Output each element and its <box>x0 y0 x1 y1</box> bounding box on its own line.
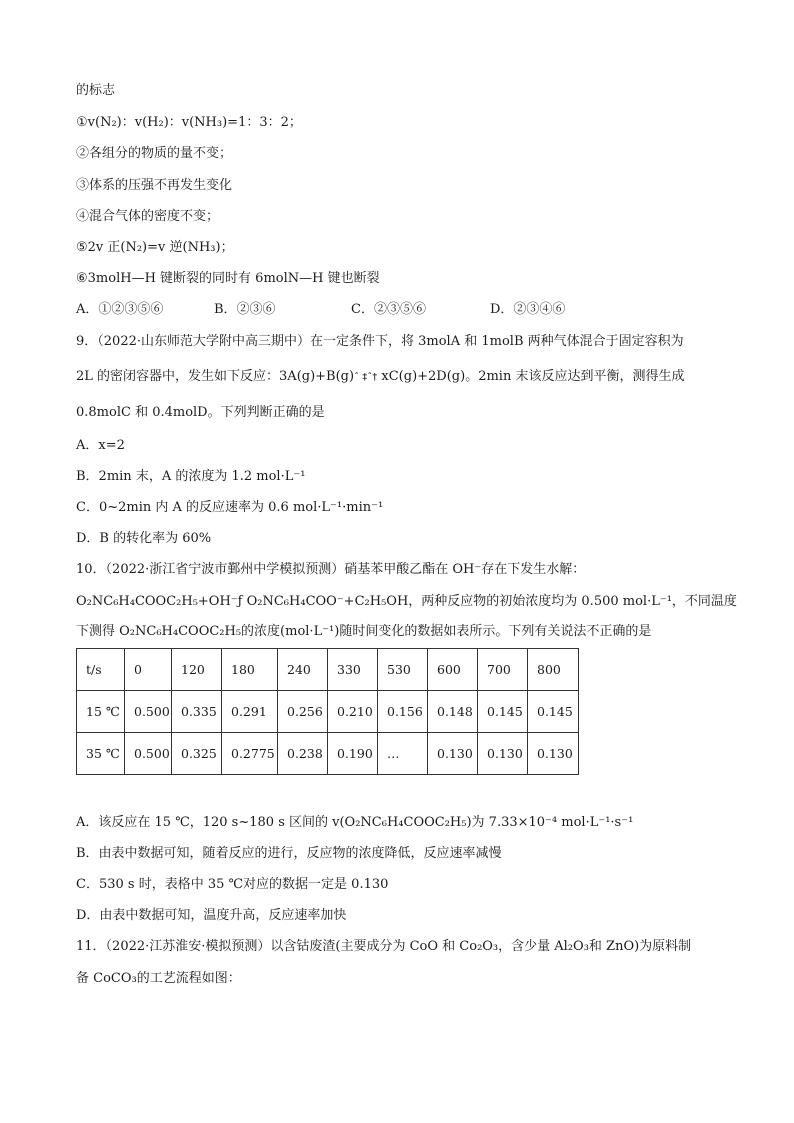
table-cell: 0.256 <box>278 691 328 733</box>
table-header-cell: 700 <box>478 649 528 691</box>
statement-1: ①v(N₂)：v(H₂)：v(NH₃)=1：3：2； <box>76 115 302 130</box>
table-cell: 0.291 <box>222 691 278 733</box>
statement-3: ③体系的压强不再发生变化 <box>76 178 233 193</box>
option-c: C．②③⑤⑥ <box>351 302 426 317</box>
table-cell: 0.145 <box>528 691 579 733</box>
table-cell: 15 ℃ <box>77 691 125 733</box>
option-a: A．①②③⑤⑥ <box>76 302 164 317</box>
question-9-stem: 9．（2022·山东师范大学附中高三期中）在一定条件下，将 3molA 和 1molB 两种气体混合于固定容积为 <box>76 334 684 349</box>
table-cell: 0.130 <box>428 733 478 775</box>
option-b: B．②③⑥ <box>214 302 276 317</box>
text-line: 的标志 <box>76 83 116 98</box>
table-cell: 0.500 <box>125 691 172 733</box>
table-cell: 0.210 <box>328 691 378 733</box>
concentration-table <box>76 648 579 775</box>
question-9-stem-3: 0.8molC 和 0.4molD。下列判断正确的是 <box>76 405 325 420</box>
table-cell: 0.335 <box>172 691 222 733</box>
table-cell: 0.2775 <box>222 733 278 775</box>
table-header-row <box>77 649 579 691</box>
question-10-option-c: C．530 s 时，表格中 35 ℃对应的数据一定是 0.130 <box>76 877 389 892</box>
table-cell: 35 ℃ <box>77 733 125 775</box>
table-header-cell: 800 <box>528 649 579 691</box>
table-header-cell: 330 <box>328 649 378 691</box>
statement-5: ⑤2v 正(N₂)=v 逆(NH₃)； <box>76 240 234 255</box>
question-10-option-d: D．由表中数据可知，温度升高，反应速率加快 <box>76 908 347 923</box>
table-header-cell: 180 <box>222 649 278 691</box>
question-10-stem: 10．（2022·浙江省宁波市鄞州中学模拟预测）硝基苯甲酸乙酯在 OH⁻存在下发生水解： <box>76 562 586 577</box>
table-header-cell: 530 <box>378 649 428 691</box>
equation-left: 2L 的密闭容器中，发生如下反应：3A(g)+B(g) <box>76 369 355 384</box>
statement-6: ⑥3molH—H 键断裂的同时有 6molN—H 键也断裂 <box>76 271 380 286</box>
table-header-cell: 600 <box>428 649 478 691</box>
question-9-stem-2 <box>76 368 684 387</box>
table-cell: … <box>378 733 428 775</box>
table-cell: 0.500 <box>125 733 172 775</box>
question-11-stem-2: 备 CoCO₃的工艺流程如图： <box>76 971 241 986</box>
table-header-cell: t/s <box>77 649 125 691</box>
table-cell: 0.130 <box>478 733 528 775</box>
question-9-option-c: C．0~2min 内 A 的反应速率为 0.6 mol·L⁻¹·min⁻¹ <box>76 500 384 515</box>
question-10-option-b: B．由表中数据可知，随着反应的进行，反应物的浓度降低，反应速率减慢 <box>76 846 502 861</box>
question-10-option-a: A．该反应在 15 ℃，120 s~180 s 区间的 v(O₂NC₆H₄COOC₂H₅)为 7.33×10⁻⁴ mol·L⁻¹·s⁻¹ <box>76 815 634 830</box>
statement-2: ②各组分的物质的量不变； <box>76 146 233 161</box>
table-cell: 0.238 <box>278 733 328 775</box>
question-10-stem-2: O₂NC₆H₄COOC₂H₅+OH⁻ƒ O₂NC₆H₄COO⁻+C₂H₅OH，两种反应物的初始浓度均为 0.500 mol·L⁻¹，不同温度 <box>76 594 737 609</box>
table-cell: 0.156 <box>378 691 428 733</box>
equilibrium-arrow-icon: ˆ ‡ˆ† <box>354 372 378 383</box>
question-9-option-a: A．x=2 <box>76 438 125 453</box>
table-header-cell: 240 <box>278 649 328 691</box>
question-9-option-b: B．2min 末，A 的浓度为 1.2 mol·L⁻¹ <box>76 469 306 484</box>
table-cell: 0.325 <box>172 733 222 775</box>
table-header-cell: 120 <box>172 649 222 691</box>
question-9-option-d: D．B 的转化率为 60% <box>76 531 212 546</box>
statement-4: ④混合气体的密度不变； <box>76 209 220 224</box>
table-header-cell: 0 <box>125 649 172 691</box>
table-cell: 0.190 <box>328 733 378 775</box>
table-cell: 0.148 <box>428 691 478 733</box>
option-d: D．②③④⑥ <box>490 302 566 317</box>
equation-right: xC(g)+2D(g)。2min 末该反应达到平衡，测得生成 <box>377 369 685 384</box>
question-8-options <box>76 301 716 319</box>
table-cell: 0.130 <box>528 733 579 775</box>
question-11-stem: 11．（2022·江苏淮安·模拟预测）以含钴废渣(主要成分为 CoO 和 Co₂O₃，含少量 Al₂O₃和 ZnO)为原料制 <box>76 939 692 954</box>
question-10-stem-3: 下测得 O₂NC₆H₄COOC₂H₅的浓度(mol·L⁻¹)随时间变化的数据如表所示。下列有关说法不正确的是 <box>76 624 652 639</box>
table-row <box>77 733 579 775</box>
table-row <box>77 691 579 733</box>
table-cell: 0.145 <box>478 691 528 733</box>
